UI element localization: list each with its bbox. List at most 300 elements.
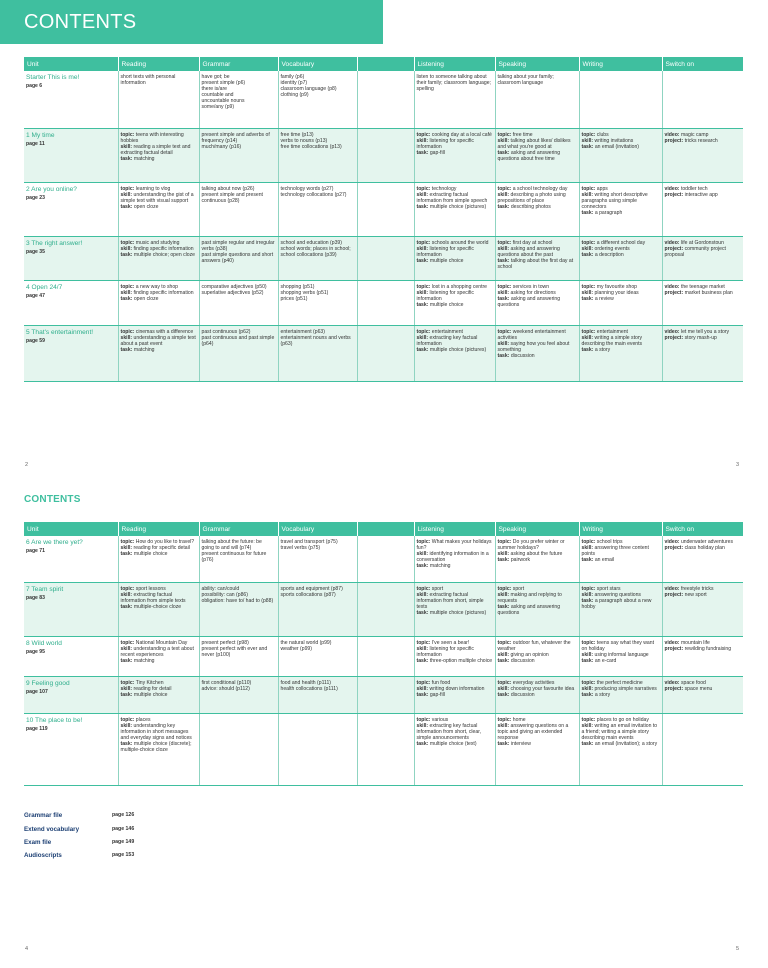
cell-line-text: identity (p7) bbox=[280, 80, 308, 87]
grammar-cell bbox=[199, 128, 278, 182]
cell-line-text: the teenage market bbox=[680, 283, 725, 290]
unit-title[interactable]: 8 Wild world bbox=[26, 639, 62, 647]
cell-line bbox=[417, 192, 493, 204]
column-header: Grammar bbox=[199, 57, 278, 71]
cell-line-text: identifying information in a conversation bbox=[416, 551, 489, 564]
cell-line-text: story mash-up bbox=[684, 334, 717, 341]
cell-line-text: using informal language bbox=[594, 651, 649, 658]
unit-cell[interactable] bbox=[24, 582, 118, 636]
unit-title[interactable]: 5 That's entertainment! bbox=[26, 328, 94, 336]
page-number: 3 bbox=[736, 462, 740, 468]
cell-line-text: multiple choice; open cloze bbox=[133, 251, 195, 258]
cell-line-label: task: bbox=[497, 740, 510, 747]
unit-title[interactable]: 6 Are we there yet? bbox=[26, 539, 83, 546]
cell-line-text: multiple choice (discrete); multiple-choice cloze bbox=[120, 740, 192, 753]
cell-line bbox=[417, 551, 493, 563]
cell-line bbox=[417, 246, 493, 258]
cell-line-text: home bbox=[512, 716, 526, 723]
cell-line bbox=[202, 646, 276, 658]
cell-line-text: talking about the future: be going to and will (p74) bbox=[201, 539, 262, 552]
cell-line bbox=[121, 646, 197, 658]
speaking-cell bbox=[495, 325, 579, 381]
cell-line-text: an email (invitation) bbox=[594, 143, 639, 150]
cell-line bbox=[417, 302, 493, 308]
listening-cell bbox=[414, 128, 495, 182]
column-header bbox=[357, 522, 414, 536]
cell-line-label: skill: bbox=[120, 191, 133, 198]
cell-line-label: task: bbox=[416, 149, 429, 156]
cell-line bbox=[498, 138, 577, 150]
cell-line-text: family (p6) bbox=[280, 74, 305, 80]
unit-title[interactable]: 7 Team spirit bbox=[26, 585, 64, 593]
cell-line-label: task: bbox=[416, 740, 429, 747]
cell-line-text: an email bbox=[594, 557, 615, 564]
reading-cell bbox=[118, 582, 199, 636]
grammar-cell bbox=[199, 676, 278, 713]
writing-cell bbox=[579, 280, 662, 325]
page-number: 2 bbox=[25, 462, 29, 468]
spacer-cell bbox=[357, 325, 414, 381]
cell-line-text: comparative adjectives (p50) bbox=[201, 283, 267, 290]
listening-cell bbox=[414, 236, 495, 280]
cell-line-text: lost in a shopping centre bbox=[431, 283, 488, 290]
cell-line-text: Do you prefer winter or summer holidays? bbox=[497, 539, 565, 552]
cell-line-text: reading for specific detail bbox=[133, 545, 190, 552]
table-row bbox=[24, 182, 743, 236]
switch-on-cell bbox=[662, 71, 743, 128]
cell-line bbox=[202, 539, 276, 551]
unit-title[interactable]: 1 My time bbox=[26, 131, 55, 139]
spacer-cell bbox=[357, 582, 414, 636]
page-number: 5 bbox=[736, 946, 740, 952]
cell-line bbox=[498, 150, 577, 162]
cell-line-text: past continuous (p62) bbox=[201, 328, 251, 335]
cell-line bbox=[498, 296, 577, 308]
cell-line bbox=[202, 144, 276, 150]
cell-line-text: planning your ideas bbox=[594, 289, 639, 296]
cell-line-label: task: bbox=[581, 143, 594, 150]
cell-line-text: life at Gordonstoun bbox=[680, 239, 724, 246]
cell-line bbox=[121, 347, 197, 353]
cell-line-text: National Mountain Day bbox=[135, 639, 188, 646]
switch-on-cell bbox=[662, 536, 743, 582]
cell-line bbox=[281, 592, 355, 598]
cell-line bbox=[665, 138, 742, 144]
cell-line-text: class holiday plan bbox=[684, 545, 725, 552]
speaking-cell bbox=[495, 280, 579, 325]
listening-cell bbox=[414, 280, 495, 325]
cell-line-text: asking for directions bbox=[510, 289, 556, 296]
speaking-cell bbox=[495, 182, 579, 236]
cell-line bbox=[498, 604, 577, 616]
cell-line-text: various bbox=[431, 716, 449, 723]
unit-title[interactable]: 9 Feeling good bbox=[26, 679, 70, 687]
cell-line bbox=[582, 545, 660, 557]
cell-line-label: skill: bbox=[581, 191, 594, 198]
cell-line-text: asking and answering questions about the past bbox=[497, 245, 560, 258]
cell-line-text: the perfect medicine bbox=[596, 679, 643, 686]
cell-line bbox=[121, 723, 197, 741]
cell-line bbox=[121, 658, 197, 664]
cell-line-text: interactive app bbox=[684, 191, 718, 198]
column-header: Writing bbox=[579, 57, 662, 71]
cell-line-text: present perfect (p98) bbox=[201, 639, 249, 646]
unit-cell[interactable] bbox=[24, 636, 118, 676]
cell-line-text: multiple choice bbox=[133, 551, 168, 558]
cell-line-text: writing down information bbox=[429, 685, 485, 692]
cell-line-text: asking and answering questions bbox=[497, 603, 561, 616]
cell-line-text: multiple choice bbox=[133, 691, 168, 698]
writing-cell bbox=[579, 636, 662, 676]
reading-cell bbox=[118, 636, 199, 676]
cell-line bbox=[582, 347, 660, 353]
cell-line-text: extracting key factual information from short, clear, simple announcements bbox=[416, 722, 482, 741]
writing-cell bbox=[579, 713, 662, 785]
cell-line-text: market business plan bbox=[684, 289, 733, 296]
contents-title: CONTENTS bbox=[24, 11, 137, 33]
cell-line bbox=[582, 557, 660, 563]
cell-line-label: skill: bbox=[581, 591, 594, 598]
column-header: Vocabulary bbox=[278, 522, 357, 536]
cell-line-label: task: bbox=[581, 597, 594, 604]
writing-cell bbox=[579, 236, 662, 280]
cell-line-text: have got; be bbox=[201, 74, 230, 80]
cell-line-label: topic: bbox=[416, 185, 431, 192]
column-header: Listening bbox=[414, 522, 495, 536]
table-header-row bbox=[24, 522, 743, 536]
cell-line bbox=[121, 144, 197, 156]
contents-table-1 bbox=[24, 57, 743, 382]
cell-line bbox=[202, 335, 276, 347]
cell-line-label: skill: bbox=[416, 591, 429, 598]
cell-line-label: topic: bbox=[581, 539, 596, 545]
cell-line-label: skill: bbox=[581, 245, 594, 252]
cell-line bbox=[417, 563, 493, 569]
appendix-item[interactable] bbox=[24, 812, 224, 825]
cell-line-label: video: bbox=[664, 185, 680, 192]
cell-line-label: topic: bbox=[581, 585, 596, 592]
unit-page: page 107 bbox=[26, 688, 48, 695]
cell-line bbox=[121, 296, 197, 302]
cell-line-text: fun food bbox=[431, 679, 451, 686]
listening-cell bbox=[414, 182, 495, 236]
cell-line-label: topic: bbox=[416, 283, 431, 290]
cell-line bbox=[582, 210, 660, 216]
cell-line-text: making and replying to requests bbox=[497, 591, 562, 604]
cell-line-text: writing invitations bbox=[594, 137, 634, 144]
cell-line bbox=[582, 144, 660, 150]
cell-line-label: topic: bbox=[120, 239, 135, 246]
cell-line bbox=[121, 252, 197, 258]
reading-cell bbox=[118, 325, 199, 381]
cell-line-label: project: bbox=[664, 289, 684, 296]
appendix-page: page 149 bbox=[112, 839, 135, 845]
cell-line bbox=[498, 329, 577, 341]
appendix-item[interactable] bbox=[24, 852, 224, 865]
cell-line-label: project: bbox=[664, 245, 684, 252]
cell-line-text: clubs bbox=[596, 131, 609, 138]
cell-line bbox=[582, 692, 660, 698]
spacer-cell bbox=[357, 536, 414, 582]
speaking-cell bbox=[495, 71, 579, 128]
cell-line-label: skill: bbox=[497, 245, 510, 252]
column-header: Reading bbox=[118, 522, 199, 536]
cell-line-text: advice: should (p112) bbox=[201, 685, 250, 692]
speaking-cell bbox=[495, 536, 579, 582]
unit-page: page 59 bbox=[26, 337, 45, 344]
cell-line-label: task: bbox=[416, 609, 429, 616]
vocabulary-cell bbox=[278, 182, 357, 236]
cell-line-label: topic: bbox=[497, 679, 512, 686]
appendix-item[interactable] bbox=[24, 839, 224, 852]
table-row bbox=[24, 713, 743, 785]
unit-title[interactable]: 2 Are you online? bbox=[26, 185, 77, 193]
column-header: Speaking bbox=[495, 522, 579, 536]
reading-cell bbox=[118, 280, 199, 325]
cell-line-label: topic: bbox=[581, 131, 596, 138]
cell-line-label: task: bbox=[416, 257, 429, 264]
column-header: Grammar bbox=[199, 522, 278, 536]
cell-line bbox=[582, 741, 660, 747]
spacer-cell bbox=[357, 182, 414, 236]
cell-line-text: apps bbox=[596, 185, 608, 192]
cell-line-text: everyday activities bbox=[512, 679, 555, 686]
cell-line bbox=[498, 658, 577, 664]
cell-line bbox=[417, 74, 493, 92]
unit-title[interactable]: Starter This is me! bbox=[26, 74, 80, 81]
cell-line bbox=[281, 144, 355, 150]
contents-title-2: CONTENTS bbox=[24, 494, 81, 505]
table-row bbox=[24, 582, 743, 636]
unit-cell[interactable] bbox=[24, 536, 118, 582]
cell-line bbox=[121, 156, 197, 162]
unit-cell[interactable] bbox=[24, 182, 118, 236]
cell-line-text: sports and equipment (p87) bbox=[280, 585, 343, 592]
unit-title[interactable]: 10 The place to be! bbox=[26, 716, 83, 724]
cell-line-label: task: bbox=[497, 295, 510, 302]
cell-line-text: weather (p99) bbox=[280, 645, 312, 652]
cell-line-text: obligation: have to/ had to (p88) bbox=[201, 597, 274, 604]
cell-line-label: topic: bbox=[120, 185, 135, 192]
speaking-cell bbox=[495, 636, 579, 676]
cell-line-label: task: bbox=[497, 352, 510, 359]
cell-line-text: a different school day bbox=[596, 239, 646, 246]
cell-line-text: a new way to shop bbox=[135, 283, 178, 290]
cell-line bbox=[498, 192, 577, 204]
cell-line bbox=[417, 347, 493, 353]
vocabulary-cell bbox=[278, 636, 357, 676]
unit-cell[interactable] bbox=[24, 280, 118, 325]
cell-line-text: tricks research bbox=[684, 137, 718, 144]
cell-line-label: topic: bbox=[120, 539, 135, 545]
unit-cell[interactable] bbox=[24, 713, 118, 785]
cell-line-text: possibility: can (p86) bbox=[201, 591, 248, 598]
unit-cell[interactable] bbox=[24, 236, 118, 280]
cell-line-text: entertainment (p63) bbox=[280, 328, 325, 335]
cell-line bbox=[281, 192, 355, 198]
appendix-label: Exam file bbox=[24, 839, 52, 846]
cell-line-text: entertainment bbox=[596, 328, 628, 335]
cell-line-text: multiple choice (text) bbox=[429, 740, 477, 747]
cell-line-label: topic: bbox=[120, 131, 135, 138]
cell-line-label: task: bbox=[416, 691, 429, 698]
appendix-page: page 153 bbox=[112, 852, 135, 858]
cell-line-label: topic: bbox=[581, 679, 596, 686]
cell-line-text: places bbox=[135, 716, 151, 723]
cell-line-label: skill: bbox=[416, 722, 429, 729]
cell-line-text: three-option multiple choice bbox=[429, 657, 493, 664]
cell-line-label: skill: bbox=[581, 685, 594, 692]
cell-line-label: skill: bbox=[120, 685, 133, 692]
unit-cell[interactable] bbox=[24, 676, 118, 713]
cell-line-text: a paragraph about a new hobby bbox=[581, 597, 652, 610]
contents-table-2 bbox=[24, 522, 743, 786]
cell-line-text: shopping verbs (p51) bbox=[280, 289, 329, 296]
unit-cell[interactable] bbox=[24, 325, 118, 381]
cell-line-text: listening for specific information bbox=[416, 137, 474, 150]
cell-line bbox=[121, 604, 197, 610]
cell-line-label: topic: bbox=[497, 328, 512, 335]
cell-line-text: schools around the world bbox=[431, 239, 489, 246]
cell-line-text: verbs to nouns (p13) bbox=[280, 137, 328, 144]
cell-line-text: describing a photo using prepositions of place bbox=[497, 191, 566, 204]
cell-line-label: skill: bbox=[416, 551, 429, 558]
cell-line bbox=[498, 692, 577, 698]
cell-line bbox=[498, 74, 577, 86]
cell-line-label: skill: bbox=[497, 591, 510, 598]
spacer-cell bbox=[357, 128, 414, 182]
switch-on-cell bbox=[662, 182, 743, 236]
unit-page: page 71 bbox=[26, 548, 45, 554]
table-row bbox=[24, 325, 743, 381]
cell-line-label: skill: bbox=[416, 289, 429, 296]
cell-line-text: health collocations (p111) bbox=[280, 685, 338, 692]
cell-line-text: uncountable nouns bbox=[201, 98, 245, 105]
appendix-item[interactable] bbox=[24, 826, 224, 839]
cell-line-label: task: bbox=[416, 563, 429, 570]
cell-line-text: a description bbox=[594, 251, 624, 258]
cell-line-label: task: bbox=[581, 691, 594, 698]
cell-line-text: present simple (p6) bbox=[201, 80, 246, 87]
cell-line bbox=[417, 592, 493, 610]
cell-line-text: interview bbox=[510, 740, 531, 747]
cell-line-label: topic: bbox=[497, 283, 512, 290]
cell-line-text: a story bbox=[594, 691, 611, 698]
listening-cell bbox=[414, 636, 495, 676]
cell-line-label: topic: bbox=[497, 131, 512, 138]
listening-cell bbox=[414, 71, 495, 128]
column-header: Reading bbox=[118, 57, 199, 71]
cell-line-label: skill: bbox=[120, 289, 133, 296]
cell-line-text: listening for specific information bbox=[416, 289, 474, 302]
vocabulary-cell bbox=[278, 676, 357, 713]
cell-line-label: skill: bbox=[497, 722, 510, 729]
cell-line-label: skill: bbox=[497, 651, 510, 658]
cell-line-text: an email (invitation); a story bbox=[594, 740, 658, 747]
appendix-label: Grammar file bbox=[24, 812, 63, 819]
grammar-cell bbox=[199, 536, 278, 582]
cell-line-text: open cloze bbox=[133, 295, 159, 302]
cell-line-label: task: bbox=[120, 657, 133, 664]
cell-line-text: school words; places in school; school collocations (p39) bbox=[280, 245, 351, 258]
column-header: Listening bbox=[414, 57, 495, 71]
appendix-page: page 146 bbox=[112, 826, 135, 832]
cell-line-label: task: bbox=[416, 657, 429, 664]
cell-line-text: entertainment nouns and verbs (p63) bbox=[280, 334, 351, 347]
cell-line-text: free time bbox=[512, 131, 533, 138]
reading-cell bbox=[118, 236, 199, 280]
cell-line bbox=[281, 296, 355, 302]
cell-line-text: freestyle tricks bbox=[680, 585, 714, 592]
cell-line-label: task: bbox=[416, 301, 429, 308]
cell-line bbox=[417, 646, 493, 658]
cell-line-label: skill: bbox=[497, 191, 510, 198]
cell-line-text: describing photos bbox=[510, 203, 551, 210]
cell-line bbox=[498, 204, 577, 210]
cell-line-label: skill: bbox=[497, 289, 510, 296]
cell-line-text: talking about likes/ dislikes and what you're good at bbox=[497, 137, 571, 150]
reading-cell bbox=[118, 676, 199, 713]
cell-line-text: learning to vlog bbox=[135, 185, 171, 192]
unit-cell[interactable] bbox=[24, 128, 118, 182]
cell-line-text: technology collocations (p27) bbox=[280, 191, 347, 198]
grammar-cell bbox=[199, 182, 278, 236]
cell-line-text: understanding a text about recent experiences bbox=[120, 645, 194, 658]
cell-line bbox=[582, 598, 660, 610]
cell-line-label: task: bbox=[120, 346, 133, 353]
unit-page: page 35 bbox=[26, 248, 45, 255]
cell-line bbox=[665, 290, 742, 296]
writing-cell bbox=[579, 676, 662, 713]
reading-cell bbox=[118, 182, 199, 236]
spacer-cell bbox=[357, 676, 414, 713]
cell-line-label: topic: bbox=[416, 239, 431, 246]
switch-on-cell bbox=[662, 582, 743, 636]
cell-line-label: video: bbox=[664, 131, 680, 138]
unit-title[interactable]: 3 The right answer! bbox=[26, 239, 83, 247]
column-header: Switch on bbox=[662, 57, 743, 71]
cell-line-text: I've seen a bear! bbox=[431, 639, 470, 646]
speaking-cell bbox=[495, 582, 579, 636]
cell-line-text: multiple choice (pictures) bbox=[429, 346, 487, 353]
cell-line-text: travel and transport (p75) bbox=[280, 539, 338, 545]
table-row bbox=[24, 128, 743, 182]
cell-line-text: reading a simple text and extracting factual detail bbox=[120, 143, 191, 156]
grammar-cell bbox=[199, 582, 278, 636]
unit-page: page 83 bbox=[26, 594, 45, 601]
cell-line-label: video: bbox=[664, 283, 680, 290]
cell-line-text: pairwork bbox=[510, 557, 531, 564]
cell-line-text: a school technology day bbox=[512, 185, 568, 192]
column-header: Speaking bbox=[495, 57, 579, 71]
cell-line-text: gap-fill bbox=[429, 149, 445, 156]
grammar-cell bbox=[199, 636, 278, 676]
cell-line-label: skill: bbox=[416, 685, 429, 692]
cell-line bbox=[281, 246, 355, 258]
cell-line-label: task: bbox=[581, 557, 594, 564]
column-header: Switch on bbox=[662, 522, 743, 536]
cell-line bbox=[665, 545, 742, 551]
unit-cell[interactable] bbox=[24, 71, 118, 128]
speaking-cell bbox=[495, 128, 579, 182]
cell-line bbox=[417, 723, 493, 741]
cell-line-label: topic: bbox=[497, 239, 512, 246]
cell-line-text: multiple choice bbox=[429, 257, 464, 264]
cell-line-text: understanding a simple text about a past event bbox=[120, 334, 196, 347]
cell-line bbox=[498, 246, 577, 258]
listening-cell bbox=[414, 713, 495, 785]
unit-title[interactable]: 4 Open 24/7 bbox=[26, 283, 63, 291]
